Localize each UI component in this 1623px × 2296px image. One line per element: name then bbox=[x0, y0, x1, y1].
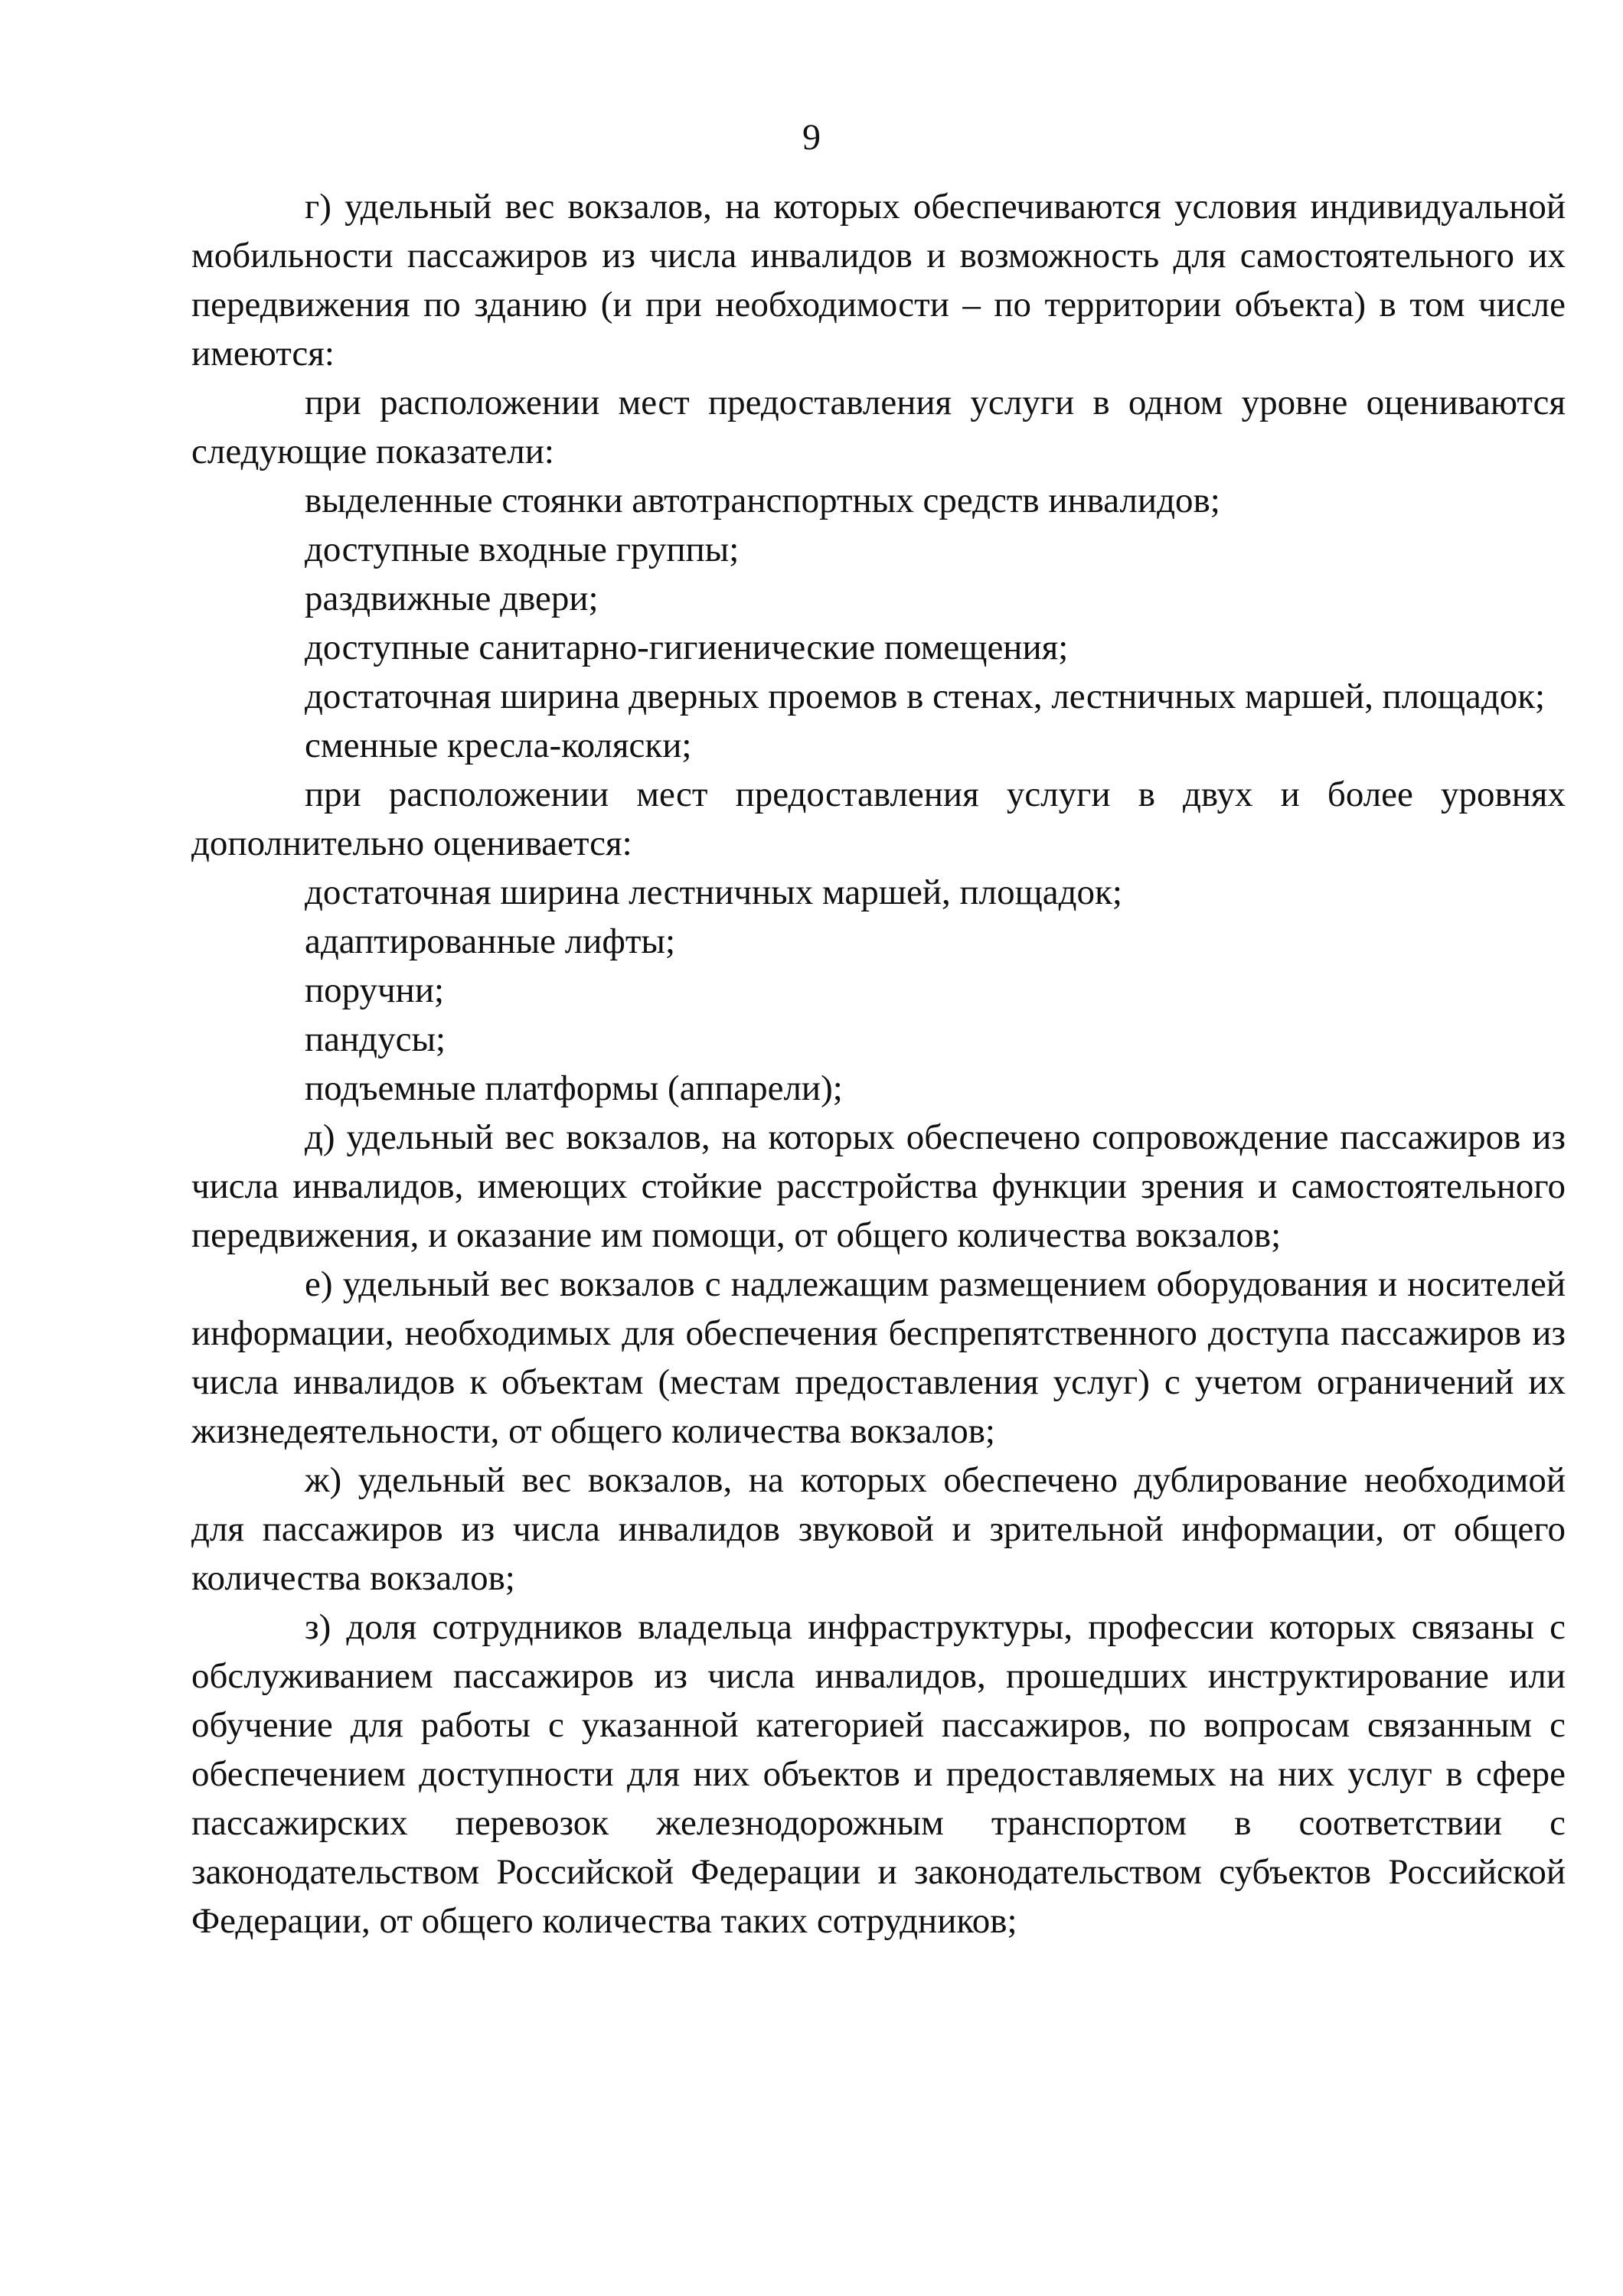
list-item-doorway-width: достаточная ширина дверных проемов в стенах, лестничных маршей, площадок; bbox=[305, 677, 1546, 716]
list-item-sliding-doors: раздвижные двери; bbox=[305, 579, 599, 618]
list-item-sanitary-rooms: доступные санитарно-гигиенические помещения; bbox=[305, 628, 1069, 667]
list-item-entrance-groups: доступные входные группы; bbox=[305, 530, 740, 569]
list-item-lifts: адаптированные лифты; bbox=[305, 921, 676, 961]
page-number: 9 bbox=[802, 117, 821, 158]
paragraph-g: г) удельный вес вокзалов, на которых обеспечиваются условия индивидуальной мобильности пассажиров из числа инвалидов и возможность для самостоятельного их передвижения по зданию (и при необходимости – по территории объекта) в том числе имеются: bbox=[191, 187, 1566, 373]
list-item-wheelchairs: сменные кресла-коляски; bbox=[305, 726, 692, 765]
document-body bbox=[191, 182, 1566, 1945]
list-item-handrails: поручни; bbox=[305, 970, 445, 1010]
paragraph-single-level-intro: при расположении мест предоставления услуги в одном уровне оцениваются следующие показатели: bbox=[191, 383, 1566, 471]
list-item-platforms: подъемные платформы (аппарели); bbox=[305, 1068, 843, 1108]
list-item-parking: выделенные стоянки автотранспортных средств инвалидов; bbox=[305, 481, 1220, 520]
paragraph-e: е) удельный вес вокзалов с надлежащим размещением оборудования и носителей информации, необходимых для обеспечения беспрепятственного доступа пассажиров из числа инвалидов к объектам (местам предоставления услуг) с учетом ограничений их жизнедеятельности, от общего количества вокзалов; bbox=[191, 1264, 1566, 1451]
paragraph-d: д) удельный вес вокзалов, на которых обеспечено сопровождение пассажиров из числа инвалидов, имеющих стойкие расстройства функции зрения и самостоятельного передвижения, и оказание им помощи, от общего количества вокзалов; bbox=[191, 1117, 1566, 1255]
list-item-stair-width: достаточная ширина лестничных маршей, площадок; bbox=[305, 872, 1122, 912]
list-item-ramps: пандусы; bbox=[305, 1019, 446, 1059]
paragraph-zh: ж) удельный вес вокзалов, на которых обеспечено дублирование необходимой для пассажиров из числа инвалидов звуковой и зрительной информации, от общего количества вокзалов; bbox=[191, 1460, 1566, 1598]
paragraph-z: з) доля сотрудников владельца инфраструктуры, профессии которых связаны с обслуживанием пассажиров из числа инвалидов, прошедших инструктирование или обучение для работы с указанной категорией пассажиров, по вопросам связанным с обеспечением доступности для них объектов и предоставляемых на них услуг в сфере пассажирских перевозок железнодорожным транспортом в соответствии с законодательством Российской Федерации и законодательством субъектов Российской Федерации, от общего количества таких сотрудников; bbox=[191, 1607, 1566, 1941]
paragraph-multi-level-intro: при расположении мест предоставления услуги в двух и более уровнях дополнительно оценивается: bbox=[191, 775, 1566, 863]
